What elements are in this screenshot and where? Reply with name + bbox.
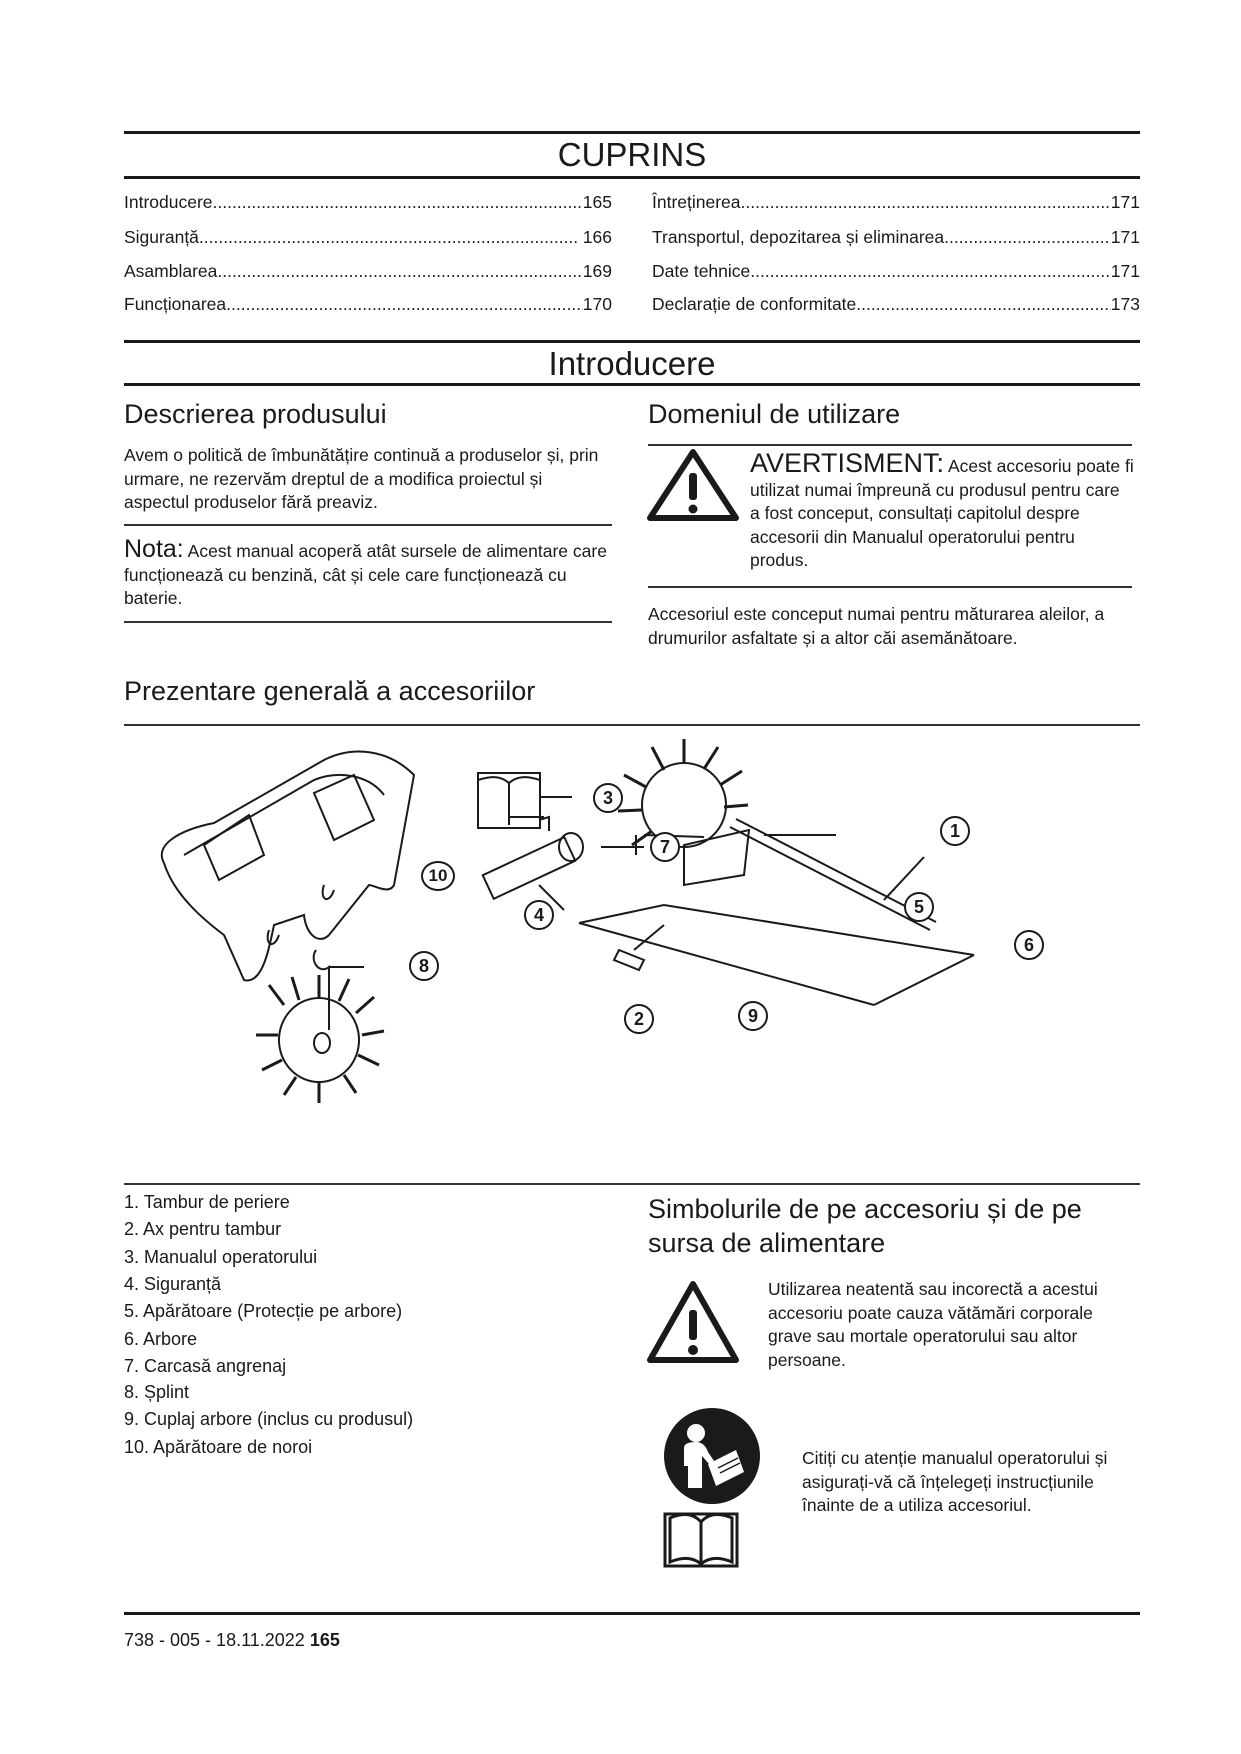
- mud-guard-detail: [184, 775, 384, 855]
- intended-use-text: Accesoriul este conceput numai pentru măturarea aleilor, a drumurilor asfaltate și a altor căi asemănătoare.: [648, 604, 1105, 648]
- list-item: 2. Ax pentru tambur: [124, 1219, 282, 1239]
- overview-heading: Prezentare generală a accesoriilor: [124, 676, 536, 706]
- toc-entry[interactable]: [124, 294, 612, 315]
- symbols-warning-text: Utilizarea neatentă sau incorectă a acestui accesoriu poate cauza vătămări corporale grave sau mortale operatorului sau altor persoane.: [768, 1279, 1098, 1370]
- note-text: Acest manual acoperă atât sursele de alimentare care funcționează cu benzină, cât și cele care funcționează cu baterie.: [124, 541, 607, 608]
- list-item: 10. Apărătoare de noroi: [124, 1437, 313, 1457]
- warning-text: Acest accesoriu poate fi utilizat numai împreună cu produsul pentru care a fost conceput, consultați capitolul despre accesorii din Manualul operatorului pentru produs.: [750, 456, 1134, 570]
- toc-entry-page: 166: [577, 227, 612, 247]
- divider: [124, 621, 612, 623]
- list-item: 8. Șplint: [124, 1382, 190, 1402]
- brush-bristles-right: [618, 739, 748, 845]
- section-bottom-rule: [124, 383, 1140, 386]
- read-manual-icon: [662, 1406, 762, 1506]
- divider: [648, 444, 1132, 446]
- toc-entry-page: 169: [582, 261, 612, 281]
- toc-entry[interactable]: [652, 294, 1140, 315]
- toc-entry-label: Întreținerea: [652, 192, 741, 212]
- warning-triangle-icon: [646, 1280, 740, 1364]
- warning-block: [750, 448, 1134, 573]
- toc-entry-label: Asamblarea: [124, 261, 218, 281]
- toc-entry-label: Transportul, depozitarea și eliminarea: [652, 227, 945, 247]
- list-item: 1. Tambur de periere: [124, 1192, 290, 1212]
- footer-doc-info: 738 - 005 - 18.11.2022: [124, 1630, 305, 1650]
- drum-axle-shape: [483, 837, 576, 899]
- toc-entry[interactable]: [652, 192, 1140, 213]
- toc-entry-label: Siguranță: [124, 227, 199, 247]
- toc-entry[interactable]: [652, 227, 1140, 248]
- toc-bottom-rule: [124, 176, 1140, 179]
- symbols-heading: Simbolurile de pe accesoriu și de pe sursa de alimentare: [648, 1194, 1082, 1258]
- toc-entry-page: 173: [1110, 294, 1140, 314]
- note-label: Nota:: [124, 535, 184, 563]
- divider: [648, 586, 1132, 588]
- footer-rule: [124, 1612, 1140, 1615]
- warning-label: AVERTISMENT:: [750, 448, 945, 478]
- divider: [124, 524, 612, 526]
- footer: [124, 1630, 340, 1651]
- toc-top-rule: [124, 131, 1140, 134]
- divider: [124, 724, 1140, 726]
- symbols-manual-text: Citiți cu atenție manualul operatorului și asigurați-vă că înțelegeți instrucțiunile înainte de a utiliza accesoriul.: [802, 1448, 1108, 1515]
- section-top-rule: [124, 340, 1140, 343]
- toc-entry[interactable]: [652, 261, 1140, 282]
- toc-entry-label: Date tehnice: [652, 261, 751, 281]
- toc-entry-label: Declarație de conformitate: [652, 294, 857, 314]
- toc-entry[interactable]: [124, 192, 612, 213]
- list-item: 6. Arbore: [124, 1329, 198, 1349]
- list-item: 4. Siguranță: [124, 1274, 222, 1294]
- section-title: Introducere: [548, 345, 716, 382]
- toc-entry-label: Introducere: [124, 192, 213, 212]
- list-item: 9. Cuplaj arbore (inclus cu produsul): [124, 1409, 414, 1429]
- toc-entry-page: 171: [1110, 227, 1140, 247]
- list-item: 3. Manualul operatorului: [124, 1247, 318, 1267]
- page-number: 165: [309, 1630, 340, 1650]
- toc-entry[interactable]: [124, 261, 612, 282]
- intended-use-heading: Domeniul de utilizare: [648, 399, 901, 429]
- list-item: 7. Carcasă angrenaj: [124, 1356, 287, 1376]
- brush-drum-left: [279, 998, 359, 1082]
- accessories-illustration: [124, 735, 1140, 1175]
- manual-book-icon: [662, 1508, 740, 1570]
- toc-entry-label: Funcționarea: [124, 294, 227, 314]
- warning-triangle-icon: [646, 448, 740, 521]
- toc-entry[interactable]: [124, 227, 612, 248]
- product-description-text: Avem o politică de îmbunătățire continuă a produselor și, prin urmare, ne rezervăm dreptul de a modifica proiectul și aspectul produselor fără preaviz.: [124, 445, 599, 512]
- product-description-heading: Descrierea produsului: [124, 399, 387, 429]
- note-block: [124, 535, 612, 611]
- divider: [124, 1183, 1140, 1185]
- toc-entry-page: 165: [582, 192, 612, 212]
- shaft-line: [730, 827, 930, 930]
- toc-entry-page: 171: [1110, 192, 1140, 212]
- list-item: 5. Apărătoare (Protecție pe arbore): [124, 1301, 403, 1321]
- toc-entry-page: 170: [582, 294, 612, 314]
- toc-entry-page: 171: [1110, 261, 1140, 281]
- toc-title: CUPRINS: [557, 136, 707, 173]
- brush-bristles-left: [256, 975, 384, 1103]
